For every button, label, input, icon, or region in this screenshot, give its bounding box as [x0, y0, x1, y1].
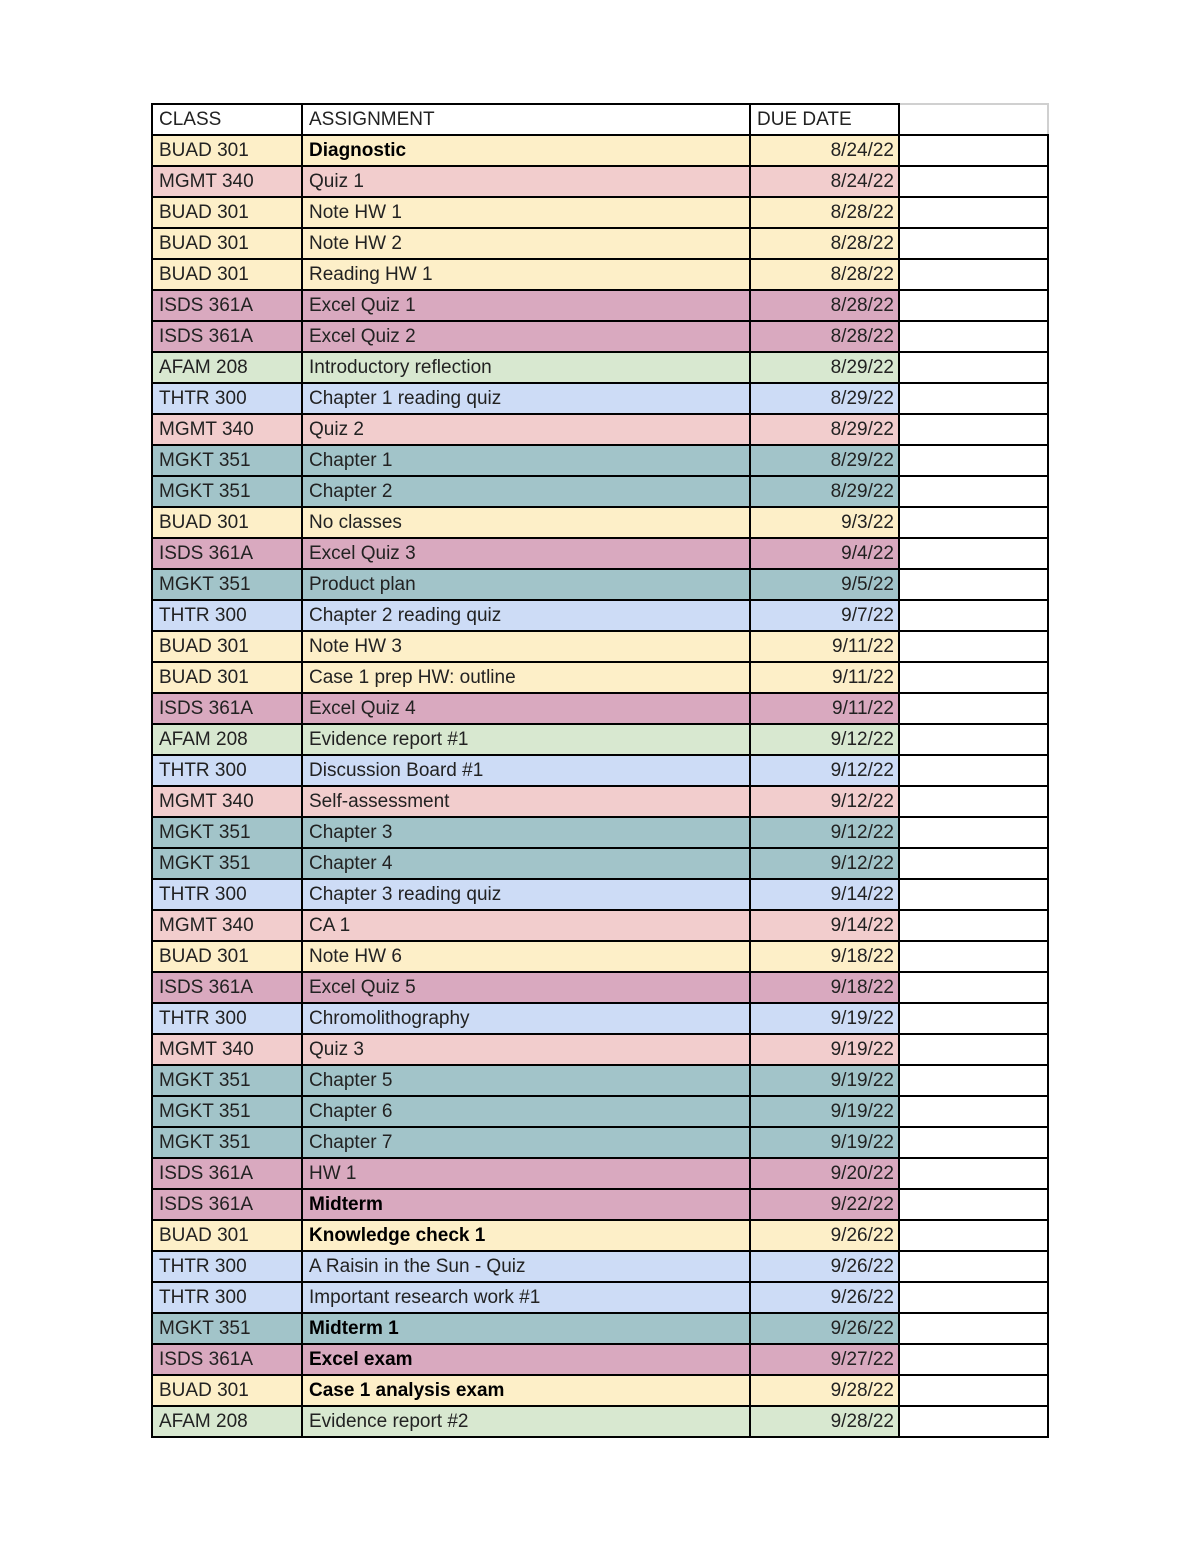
table-row — [152, 879, 1048, 910]
class-cell[interactable]: THTR 300 — [152, 1003, 302, 1034]
due-date-cell[interactable]: 9/19/22 — [750, 1065, 899, 1096]
due-date-cell[interactable]: 9/7/22 — [750, 600, 899, 631]
due-date-cell[interactable]: 9/28/22 — [750, 1375, 899, 1406]
table-row — [152, 414, 1048, 445]
table-row — [152, 1065, 1048, 1096]
table-row — [152, 1313, 1048, 1344]
empty-cell[interactable] — [899, 135, 1048, 166]
table-row — [152, 321, 1048, 352]
class-cell[interactable]: AFAM 208 — [152, 1406, 302, 1437]
empty-cell[interactable] — [899, 476, 1048, 507]
due-date-cell[interactable]: 9/18/22 — [750, 972, 899, 1003]
assignment-cell[interactable]: Chapter 5 — [302, 1065, 750, 1096]
due-date-cell[interactable]: 9/4/22 — [750, 538, 899, 569]
empty-cell[interactable] — [899, 383, 1048, 414]
empty-cell[interactable] — [899, 1034, 1048, 1065]
assignment-cell[interactable]: Chapter 7 — [302, 1127, 750, 1158]
table-row — [152, 631, 1048, 662]
empty-cell[interactable] — [899, 1406, 1048, 1437]
class-cell[interactable]: THTR 300 — [152, 1282, 302, 1313]
empty-cell[interactable] — [899, 910, 1048, 941]
due-date-cell[interactable]: 8/24/22 — [750, 135, 899, 166]
empty-cell[interactable] — [899, 631, 1048, 662]
assignment-cell[interactable]: Chapter 1 reading quiz — [302, 383, 750, 414]
empty-cell[interactable] — [899, 321, 1048, 352]
table-row — [152, 507, 1048, 538]
due-date-cell[interactable]: 8/28/22 — [750, 197, 899, 228]
class-cell[interactable]: MGMT 340 — [152, 786, 302, 817]
empty-cell[interactable] — [899, 848, 1048, 879]
assignment-cell[interactable]: Chapter 2 reading quiz — [302, 600, 750, 631]
header-empty-cell[interactable] — [899, 104, 1048, 135]
empty-cell[interactable] — [899, 507, 1048, 538]
table-row — [152, 600, 1048, 631]
table-row — [152, 228, 1048, 259]
empty-cell[interactable] — [899, 972, 1048, 1003]
class-cell[interactable]: BUAD 301 — [152, 228, 302, 259]
table-row — [152, 197, 1048, 228]
assignment-cell[interactable]: Excel exam — [302, 1344, 750, 1375]
due-date-cell[interactable]: 9/27/22 — [750, 1344, 899, 1375]
class-cell[interactable]: MGKT 351 — [152, 1127, 302, 1158]
due-date-cell[interactable]: 9/18/22 — [750, 941, 899, 972]
assignment-cell[interactable]: Excel Quiz 4 — [302, 693, 750, 724]
assignment-cell[interactable]: Reading HW 1 — [302, 259, 750, 290]
assignment-cell[interactable]: Chapter 4 — [302, 848, 750, 879]
table-row — [152, 476, 1048, 507]
empty-cell[interactable] — [899, 1313, 1048, 1344]
table-row — [152, 1158, 1048, 1189]
empty-cell[interactable] — [899, 755, 1048, 786]
class-cell[interactable]: AFAM 208 — [152, 724, 302, 755]
class-cell[interactable]: MGKT 351 — [152, 445, 302, 476]
class-cell[interactable]: BUAD 301 — [152, 941, 302, 972]
class-cell[interactable]: ISDS 361A — [152, 972, 302, 1003]
empty-cell[interactable] — [899, 693, 1048, 724]
class-cell[interactable]: THTR 300 — [152, 600, 302, 631]
assignment-cell[interactable]: Case 1 analysis exam — [302, 1375, 750, 1406]
due-date-cell[interactable]: 8/28/22 — [750, 290, 899, 321]
class-cell[interactable]: THTR 300 — [152, 755, 302, 786]
assignment-cell[interactable]: Midterm — [302, 1189, 750, 1220]
assignment-cell[interactable]: Case 1 prep HW: outline — [302, 662, 750, 693]
class-cell[interactable]: MGKT 351 — [152, 569, 302, 600]
due-date-cell[interactable]: 9/14/22 — [750, 879, 899, 910]
due-date-cell[interactable]: 8/28/22 — [750, 321, 899, 352]
empty-cell[interactable] — [899, 1375, 1048, 1406]
table-row — [152, 755, 1048, 786]
table-row — [152, 848, 1048, 879]
empty-cell[interactable] — [899, 197, 1048, 228]
assignment-table-body — [152, 104, 1048, 1437]
class-cell[interactable]: MGMT 340 — [152, 1034, 302, 1065]
empty-cell[interactable] — [899, 1344, 1048, 1375]
assignment-cell[interactable]: Quiz 1 — [302, 166, 750, 197]
empty-cell[interactable] — [899, 445, 1048, 476]
assignment-cell[interactable]: Chromolithography — [302, 1003, 750, 1034]
table-row — [152, 352, 1048, 383]
class-cell[interactable]: MGKT 351 — [152, 848, 302, 879]
due-date-cell[interactable]: 9/19/22 — [750, 1034, 899, 1065]
due-date-cell[interactable]: 9/12/22 — [750, 755, 899, 786]
table-row — [152, 972, 1048, 1003]
assignment-cell[interactable]: Note HW 3 — [302, 631, 750, 662]
assignment-cell[interactable]: A Raisin in the Sun - Quiz — [302, 1251, 750, 1282]
due-date-cell[interactable]: 9/28/22 — [750, 1406, 899, 1437]
table-row — [152, 941, 1048, 972]
due-date-cell[interactable]: 9/11/22 — [750, 662, 899, 693]
assignment-cell[interactable]: Excel Quiz 3 — [302, 538, 750, 569]
due-date-cell[interactable]: 9/3/22 — [750, 507, 899, 538]
due-date-cell[interactable]: 9/26/22 — [750, 1282, 899, 1313]
table-row — [152, 1282, 1048, 1313]
empty-cell[interactable] — [899, 228, 1048, 259]
due-date-cell[interactable]: 8/29/22 — [750, 414, 899, 445]
assignment-cell[interactable]: No classes — [302, 507, 750, 538]
due-date-cell[interactable]: 8/28/22 — [750, 259, 899, 290]
assignment-cell[interactable]: CA 1 — [302, 910, 750, 941]
table-row — [152, 1127, 1048, 1158]
table-row — [152, 662, 1048, 693]
class-cell[interactable]: BUAD 301 — [152, 197, 302, 228]
due-date-cell[interactable]: 9/19/22 — [750, 1096, 899, 1127]
assignment-cell[interactable]: Quiz 3 — [302, 1034, 750, 1065]
table-row — [152, 724, 1048, 755]
class-cell[interactable]: ISDS 361A — [152, 321, 302, 352]
empty-cell[interactable] — [899, 941, 1048, 972]
assignment-cell[interactable]: Chapter 3 — [302, 817, 750, 848]
table-row — [152, 1344, 1048, 1375]
class-cell[interactable]: MGMT 340 — [152, 166, 302, 197]
due-date-cell[interactable]: 8/28/22 — [750, 228, 899, 259]
class-cell[interactable]: MGMT 340 — [152, 910, 302, 941]
due-date-cell[interactable]: 9/20/22 — [750, 1158, 899, 1189]
class-cell[interactable]: BUAD 301 — [152, 507, 302, 538]
table-row — [152, 786, 1048, 817]
table-row — [152, 1220, 1048, 1251]
assignment-table — [151, 103, 1049, 1438]
table-row — [152, 445, 1048, 476]
empty-cell[interactable] — [899, 817, 1048, 848]
table-row — [152, 1406, 1048, 1437]
class-cell[interactable]: ISDS 361A — [152, 693, 302, 724]
empty-cell[interactable] — [899, 1189, 1048, 1220]
assignment-cell[interactable]: Excel Quiz 2 — [302, 321, 750, 352]
empty-cell[interactable] — [899, 414, 1048, 445]
header-class-cell[interactable]: CLASS — [152, 104, 302, 135]
empty-cell[interactable] — [899, 879, 1048, 910]
assignment-cell[interactable]: Excel Quiz 1 — [302, 290, 750, 321]
table-row — [152, 135, 1048, 166]
assignment-cell[interactable]: Quiz 2 — [302, 414, 750, 445]
assignment-cell[interactable]: Chapter 2 — [302, 476, 750, 507]
due-date-cell[interactable]: 8/29/22 — [750, 352, 899, 383]
table-row — [152, 166, 1048, 197]
table-row — [152, 569, 1048, 600]
empty-cell[interactable] — [899, 662, 1048, 693]
empty-cell[interactable] — [899, 538, 1048, 569]
assignment-cell[interactable]: Chapter 3 reading quiz — [302, 879, 750, 910]
due-date-cell[interactable]: 9/19/22 — [750, 1127, 899, 1158]
table-row — [152, 383, 1048, 414]
class-cell[interactable]: BUAD 301 — [152, 1220, 302, 1251]
class-cell[interactable]: MGKT 351 — [152, 1313, 302, 1344]
class-cell[interactable]: MGKT 351 — [152, 1065, 302, 1096]
due-date-cell[interactable]: 8/29/22 — [750, 476, 899, 507]
due-date-cell[interactable]: 9/26/22 — [750, 1220, 899, 1251]
assignment-cell[interactable]: Evidence report #1 — [302, 724, 750, 755]
class-cell[interactable]: MGKT 351 — [152, 476, 302, 507]
empty-cell[interactable] — [899, 1282, 1048, 1313]
assignment-cell[interactable]: Self-assessment — [302, 786, 750, 817]
assignment-cell[interactable]: Diagnostic — [302, 135, 750, 166]
class-cell[interactable]: BUAD 301 — [152, 259, 302, 290]
class-cell[interactable]: THTR 300 — [152, 879, 302, 910]
empty-cell[interactable] — [899, 1220, 1048, 1251]
class-cell[interactable]: BUAD 301 — [152, 135, 302, 166]
class-cell[interactable]: BUAD 301 — [152, 631, 302, 662]
class-cell[interactable]: MGKT 351 — [152, 817, 302, 848]
due-date-cell[interactable]: 9/22/22 — [750, 1189, 899, 1220]
empty-cell[interactable] — [899, 290, 1048, 321]
table-row — [152, 1375, 1048, 1406]
due-date-cell[interactable]: 9/5/22 — [750, 569, 899, 600]
empty-cell[interactable] — [899, 1127, 1048, 1158]
assignment-cell[interactable]: Discussion Board #1 — [302, 755, 750, 786]
due-date-cell[interactable]: 9/14/22 — [750, 910, 899, 941]
empty-cell[interactable] — [899, 600, 1048, 631]
due-date-cell[interactable]: 8/29/22 — [750, 445, 899, 476]
class-cell[interactable]: ISDS 361A — [152, 1158, 302, 1189]
class-cell[interactable]: MGKT 351 — [152, 1096, 302, 1127]
assignment-cell[interactable]: Chapter 1 — [302, 445, 750, 476]
empty-cell[interactable] — [899, 166, 1048, 197]
due-date-cell[interactable]: 9/12/22 — [750, 724, 899, 755]
assignment-cell[interactable]: HW 1 — [302, 1158, 750, 1189]
table-row — [152, 910, 1048, 941]
assignment-cell[interactable]: Important research work #1 — [302, 1282, 750, 1313]
class-cell[interactable]: ISDS 361A — [152, 538, 302, 569]
due-date-cell[interactable]: 9/19/22 — [750, 1003, 899, 1034]
empty-cell[interactable] — [899, 1065, 1048, 1096]
assignment-cell[interactable]: Introductory reflection — [302, 352, 750, 383]
assignment-cell[interactable]: Knowledge check 1 — [302, 1220, 750, 1251]
class-cell[interactable]: MGMT 340 — [152, 414, 302, 445]
empty-cell[interactable] — [899, 569, 1048, 600]
table-row — [152, 1003, 1048, 1034]
empty-cell[interactable] — [899, 1003, 1048, 1034]
due-date-cell[interactable]: 8/24/22 — [750, 166, 899, 197]
class-cell[interactable]: ISDS 361A — [152, 1189, 302, 1220]
assignment-cell[interactable]: Chapter 6 — [302, 1096, 750, 1127]
empty-cell[interactable] — [899, 1251, 1048, 1282]
table-row — [152, 290, 1048, 321]
table-row — [152, 1096, 1048, 1127]
header-assignment-cell[interactable]: ASSIGNMENT — [302, 104, 750, 135]
assignment-cell[interactable]: Evidence report #2 — [302, 1406, 750, 1437]
due-date-cell[interactable]: 9/12/22 — [750, 817, 899, 848]
assignment-cell[interactable]: Midterm 1 — [302, 1313, 750, 1344]
table-row — [152, 693, 1048, 724]
class-cell[interactable]: AFAM 208 — [152, 352, 302, 383]
due-date-cell[interactable]: 9/12/22 — [750, 786, 899, 817]
table-row — [152, 259, 1048, 290]
empty-cell[interactable] — [899, 1158, 1048, 1189]
table-row — [152, 817, 1048, 848]
header-row — [152, 104, 1048, 135]
assignment-cell[interactable]: Excel Quiz 5 — [302, 972, 750, 1003]
class-cell[interactable]: BUAD 301 — [152, 662, 302, 693]
class-cell[interactable]: BUAD 301 — [152, 1375, 302, 1406]
table-row — [152, 1189, 1048, 1220]
empty-cell[interactable] — [899, 1096, 1048, 1127]
empty-cell[interactable] — [899, 786, 1048, 817]
class-cell[interactable]: THTR 300 — [152, 383, 302, 414]
assignment-cell[interactable]: Note HW 2 — [302, 228, 750, 259]
assignment-cell[interactable]: Note HW 6 — [302, 941, 750, 972]
empty-cell[interactable] — [899, 724, 1048, 755]
due-date-cell[interactable]: 9/11/22 — [750, 693, 899, 724]
assignment-cell[interactable]: Product plan — [302, 569, 750, 600]
due-date-cell[interactable]: 9/26/22 — [750, 1313, 899, 1344]
due-date-cell[interactable]: 8/29/22 — [750, 383, 899, 414]
due-date-cell[interactable]: 9/12/22 — [750, 848, 899, 879]
table-row — [152, 538, 1048, 569]
table-row — [152, 1251, 1048, 1282]
table-row — [152, 1034, 1048, 1065]
empty-cell[interactable] — [899, 352, 1048, 383]
due-date-cell[interactable]: 9/11/22 — [750, 631, 899, 662]
class-cell[interactable]: ISDS 361A — [152, 1344, 302, 1375]
class-cell[interactable]: THTR 300 — [152, 1251, 302, 1282]
empty-cell[interactable] — [899, 259, 1048, 290]
due-date-cell[interactable]: 9/26/22 — [750, 1251, 899, 1282]
class-cell[interactable]: ISDS 361A — [152, 290, 302, 321]
assignment-cell[interactable]: Note HW 1 — [302, 197, 750, 228]
header-due-date-cell[interactable]: DUE DATE — [750, 104, 899, 135]
